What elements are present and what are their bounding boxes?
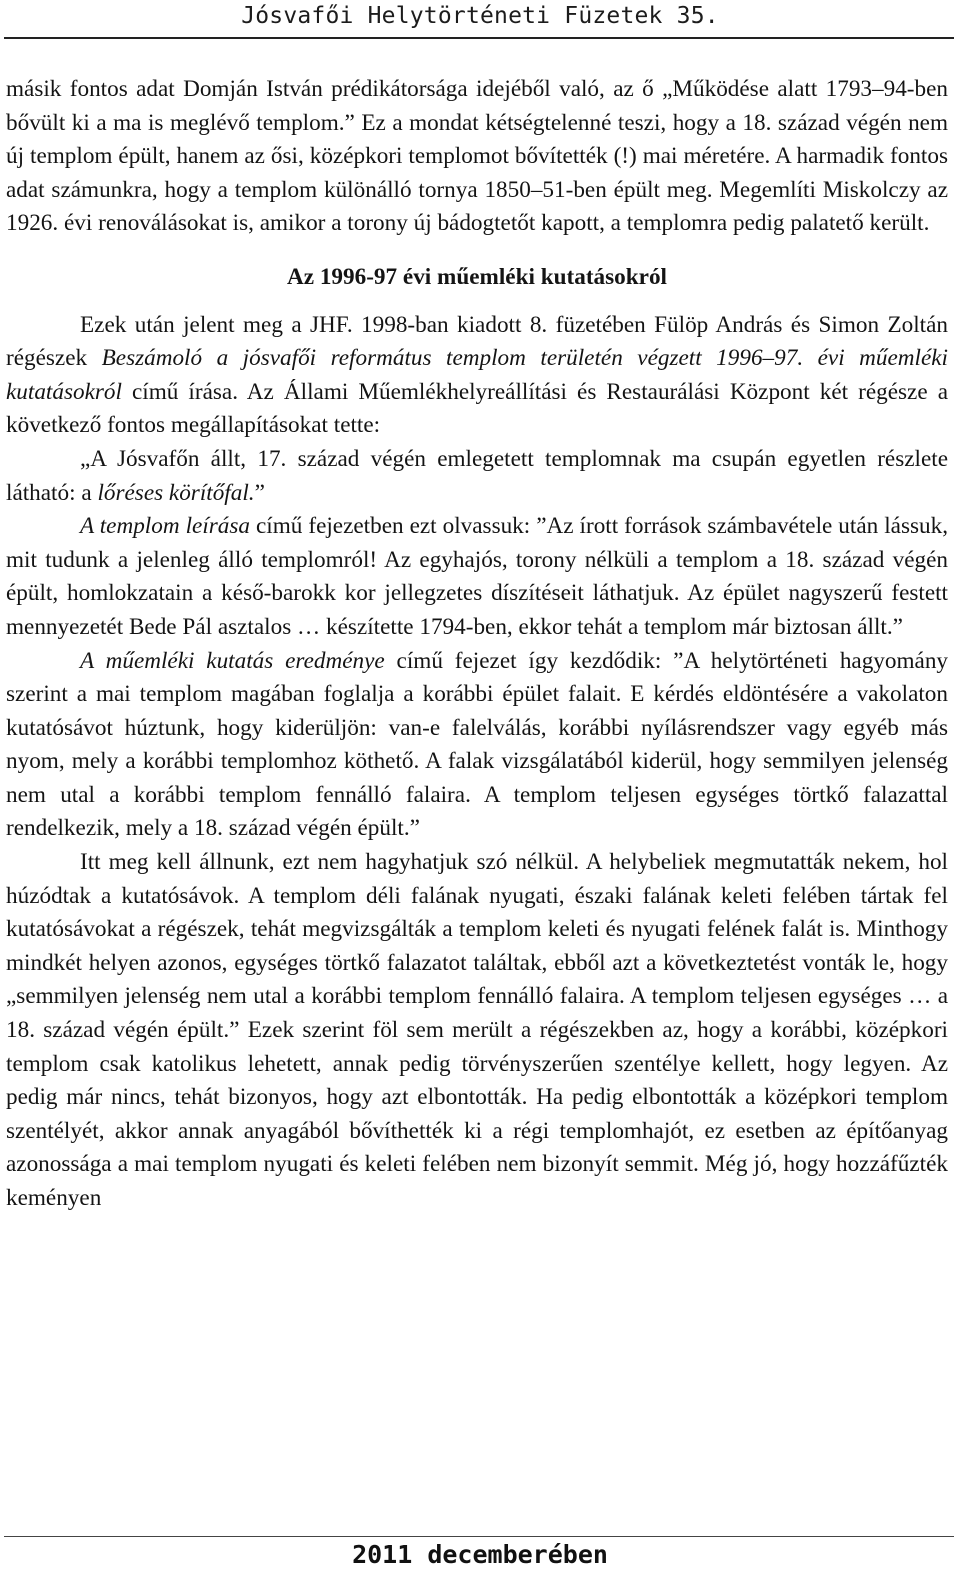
paragraph-publication [6, 309, 948, 443]
paragraph-text: című fejezet így kezdődik: ”A helytörténeti hagyomány szerint a mai templom magában foglalja a korábbi épület falait. E kérdés eldöntésére a vakolaton kutatósávot húztunk, hogy kiderüljön: van-e falelválás, korábbi nyílásrendszer vagy egyéb más nyom, mely a korábbi templomhoz köthető. A falak vizsgálatából kiderül, hogy semmilyen jelenség nem utal a korábbi templom fennálló falaira. A templom teljesen egységes törtkő falazattal rendelkezik, mely a 18. század végén épült.” [6, 647, 949, 842]
publication-title: Beszámoló a jósvafői református templom területén végzett 1996–97. évi műemléki kutatásokról [6, 345, 948, 405]
running-header: Jósvafői Helytörténeti Füzetek 35. [241, 3, 719, 29]
paragraph-text: ” [254, 479, 265, 506]
italic-term: lőréses körítőfal. [97, 479, 255, 506]
page-body [6, 73, 948, 1216]
paragraph-description [6, 510, 948, 644]
paragraph-intro: másik fontos adat Domján István prédikátorsága idejéből való, az ő „Működése alatt 1793–94-ben bővült ki a ma is meglévő templom.” Ez a mondat kétségtelenné teszi, hogy a 18. század végén nem új templom épült, hanem az ősi, középkori templomot bővítették (!) mai méretére. A harmadik fontos adat számunkra, hogy a templom különálló tornya 1850–51-ben épült meg. Megemlíti Miskolczy az 1926. évi renoválásokat is, amikor a torony új bádogtetőt kapott, a templomra pedig palatető került. [6, 76, 948, 237]
paragraph-text: Ezek után jelent meg a JHF. 1998-ban kiadott 8. füzetében Fülöp András és Simon Zoltán régészek [6, 311, 948, 372]
paragraph-text: című fejezetben ezt olvassuk: ”Az írott források számbavétele után lássuk, mit tudunk a jelenleg álló templomról! Az egyhajós, torony nélküli a templom a 18. század végén épült, homlokzatain a késő-barokk kor jellegzetes díszítéseit láthatjuk. Az épület nagyszerű festett mennyezetét Bede Pál asztalos … készítette 1794-ben, ekkor tehát a templom már biztosan állt.” [6, 513, 948, 640]
paragraph-text: „A Jósvafőn állt, 17. század végén emlegetett templomnak ma csupán egyetlen részlete látható: a [6, 445, 948, 506]
paragraph-results [6, 645, 948, 847]
paragraph-quote-wall [6, 443, 948, 510]
running-footer: 2011 decemberében [352, 1540, 608, 1569]
section-heading: Az 1996-97 évi műemléki kutatásokról [287, 263, 667, 290]
paragraph-text: című írása. Az Állami Műemlékhelyreállítási és Restaurálási Központ két régésze a következő fontos megállapításokat tette: [6, 378, 948, 439]
chapter-title: A templom leírása [80, 513, 250, 540]
header-divider [4, 37, 954, 39]
chapter-title: A műemléki kutatás eredménye [80, 647, 385, 674]
paragraph-commentary: Itt meg kell állnunk, ezt nem hagyhatjuk szó nélkül. A helybeliek megmutatták nekem, hol húzódtak a kutatósávok. A templom déli falának nyugati, északi falának keleti felében tártak fel kutatósávokat a régészek, tehát megvizsgálták a templom keleti és nyugati felének falát is. Minthogy mindkét helyen azonos, egységes törtkő falazatot találtak, ebből azt a következtetést vonták le, hogy „semmilyen jelenség nem utal a korábbi templom fennálló falaira. A templom teljesen egységes … a 18. század végén épült.” Ezek szerint föl sem merült a régészekben az, hogy a korábbi, középkori templom csak katolikus lehetett, annak pedig törvényszerűen szentélye kellett, hogy legyen. Az pedig már nincs, tehát bizonyos, hogy azt elbontották. Ha pedig elbontották a középkori templom szentélyét, akkor annak anyagából bővíthették ki a régi templomhajót, ez esetben az építőanyag azonossága a mai templom nyugati és keleti felében nem bizonyít semmit. Még jó, hogy hozzáfűzték keményen [6, 849, 948, 1211]
